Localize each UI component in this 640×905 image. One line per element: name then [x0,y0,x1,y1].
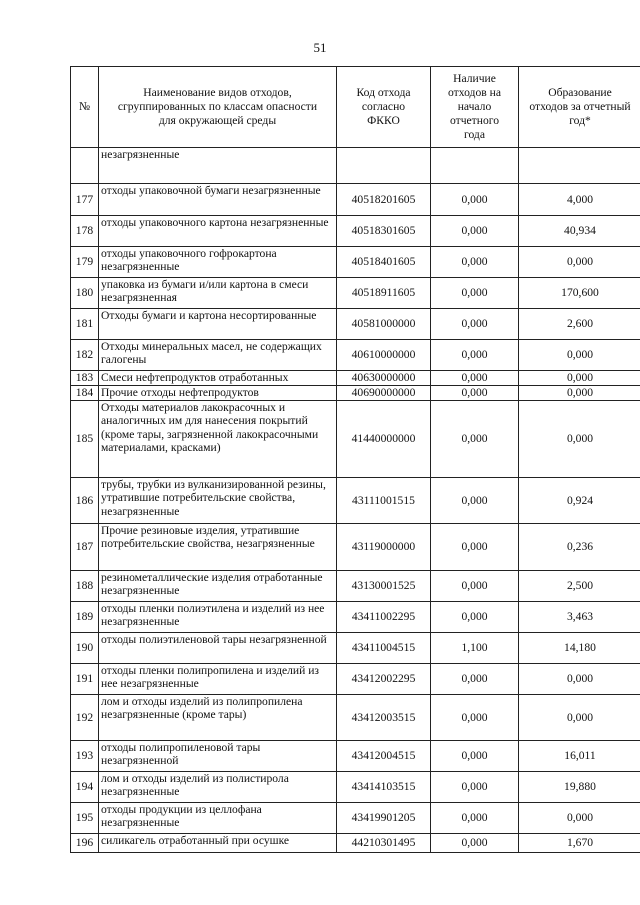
waste-name: незагрязненные [99,148,337,184]
table-row [71,803,640,834]
start-amount: 0,000 [431,340,519,371]
formation-amount [519,148,640,184]
waste-code: 40518301605 [337,216,431,247]
waste-name: Смеси нефтепродуктов отработанных [99,371,337,386]
page-number: 51 [313,40,327,55]
waste-name: отходы полиэтиленовой тары незагрязненной [99,633,337,664]
row-number: 193 [71,741,99,772]
waste-code: 43414103515 [337,772,431,803]
start-amount: 0,000 [431,772,519,803]
table-body [71,148,640,853]
start-amount: 0,000 [431,278,519,309]
waste-code: 43119000000 [337,524,431,571]
table-row [71,148,640,184]
table-row [71,772,640,803]
row-number: 195 [71,803,99,834]
start-amount: 0,000 [431,216,519,247]
waste-code: 43412002295 [337,664,431,695]
waste-code: 43111001515 [337,478,431,524]
row-number: 191 [71,664,99,695]
formation-amount: 3,463 [519,602,640,633]
waste-name: резинометаллические изделия отработанные незагрязненные [99,571,337,602]
waste-code: 40610000000 [337,340,431,371]
row-number: 189 [71,602,99,633]
waste-code: 41440000000 [337,401,431,478]
waste-name: отходы пленки полиэтилена и изделий из нее незагрязненные [99,602,337,633]
row-number: 181 [71,309,99,340]
waste-name: отходы упаковочной бумаги незагрязненные [99,184,337,216]
table-row [71,371,640,386]
table-row [71,386,640,401]
waste-code: 43412004515 [337,741,431,772]
row-number: 187 [71,524,99,571]
table-header-row [71,67,640,148]
formation-amount: 2,500 [519,571,640,602]
header-code: Код отхода согласно ФККО [337,67,431,148]
start-amount: 1,100 [431,633,519,664]
formation-amount: 1,670 [519,834,640,853]
start-amount: 0,000 [431,401,519,478]
table-row [71,216,640,247]
waste-name: Прочие резиновые изделия, утратившие потребительские свойства, незагрязненные [99,524,337,571]
row-number: 183 [71,371,99,386]
formation-amount: 170,600 [519,278,640,309]
header-formation: Образование отходов за отчетный год* [519,67,640,148]
row-number: 186 [71,478,99,524]
waste-name: Прочие отходы нефтепродуктов [99,386,337,401]
header-start: Наличие отходов на начало отчетного года [431,67,519,148]
waste-code [337,148,431,184]
table-row [71,278,640,309]
formation-amount: 0,000 [519,664,640,695]
start-amount: 0,000 [431,386,519,401]
row-number: 190 [71,633,99,664]
formation-amount: 2,600 [519,309,640,340]
start-amount: 0,000 [431,695,519,741]
waste-code: 40518401605 [337,247,431,278]
table-row [71,478,640,524]
waste-name: отходы упаковочного картона незагрязненные [99,216,337,247]
row-number: 185 [71,401,99,478]
start-amount: 0,000 [431,602,519,633]
formation-amount: 0,000 [519,386,640,401]
row-number: 179 [71,247,99,278]
waste-code: 40630000000 [337,371,431,386]
waste-name: трубы, трубки из вулканизированной резины, утратившие потребительские свойства, незагрязненные [99,478,337,524]
waste-code: 43412003515 [337,695,431,741]
formation-amount: 19,880 [519,772,640,803]
row-number: 178 [71,216,99,247]
waste-name: упаковка из бумаги и/или картона в смеси незагрязненная [99,278,337,309]
table-row [71,633,640,664]
waste-code: 43419901205 [337,803,431,834]
header-num: № [71,67,99,148]
start-amount: 0,000 [431,247,519,278]
table-row [71,834,640,853]
waste-name: Отходы материалов лакокрасочных и аналогичных им для нанесения покрытий (кроме тары, загрязненной лакокрасочными материалами, красками) [99,401,337,478]
formation-amount: 16,011 [519,741,640,772]
waste-code: 40518911605 [337,278,431,309]
formation-amount: 0,000 [519,340,640,371]
waste-name: отходы пленки полипропилена и изделий из нее незагрязненные [99,664,337,695]
formation-amount: 40,934 [519,216,640,247]
table-row [71,602,640,633]
table-row [71,401,640,478]
start-amount: 0,000 [431,184,519,216]
row-number [71,148,99,184]
table-row [71,664,640,695]
header-name: Наименование видов отходов, сгруппированных по классам опасности для окружающей среды [99,67,337,148]
start-amount: 0,000 [431,834,519,853]
table-row [71,309,640,340]
row-number: 194 [71,772,99,803]
start-amount: 0,000 [431,664,519,695]
formation-amount: 14,180 [519,633,640,664]
formation-amount: 0,000 [519,371,640,386]
table-row [71,247,640,278]
waste-name: отходы продукции из целлофана незагрязненные [99,803,337,834]
start-amount [431,148,519,184]
row-number: 182 [71,340,99,371]
waste-name: лом и отходы изделий из полипропилена незагрязненные (кроме тары) [99,695,337,741]
start-amount: 0,000 [431,571,519,602]
table-row [71,571,640,602]
start-amount: 0,000 [431,478,519,524]
row-number: 196 [71,834,99,853]
waste-code: 40518201605 [337,184,431,216]
formation-amount: 0,924 [519,478,640,524]
waste-name: Отходы минеральных масел, не содержащих галогены [99,340,337,371]
table-row [71,524,640,571]
table-row [71,184,640,216]
row-number: 188 [71,571,99,602]
table-row [71,741,640,772]
row-number: 177 [71,184,99,216]
start-amount: 0,000 [431,741,519,772]
start-amount: 0,000 [431,524,519,571]
waste-name: отходы полипропиленовой тары незагрязненной [99,741,337,772]
waste-code: 43130001525 [337,571,431,602]
waste-code: 44210301495 [337,834,431,853]
formation-amount: 0,000 [519,695,640,741]
row-number: 192 [71,695,99,741]
start-amount: 0,000 [431,803,519,834]
formation-amount: 4,000 [519,184,640,216]
waste-table [70,66,640,853]
formation-amount: 0,000 [519,803,640,834]
table-row [71,695,640,741]
waste-code: 40581000000 [337,309,431,340]
table-row [71,340,640,371]
waste-code: 43411004515 [337,633,431,664]
waste-name: лом и отходы изделий из полистирола незагрязненные [99,772,337,803]
waste-name: силикагель отработанный при осушке [99,834,337,853]
waste-name: Отходы бумаги и картона несортированные [99,309,337,340]
formation-amount: 0,000 [519,247,640,278]
formation-amount: 0,236 [519,524,640,571]
waste-name: отходы упаковочного гофрокартона незагрязненные [99,247,337,278]
waste-code: 40690000000 [337,386,431,401]
row-number: 180 [71,278,99,309]
waste-code: 43411002295 [337,602,431,633]
row-number: 184 [71,386,99,401]
formation-amount: 0,000 [519,401,640,478]
start-amount: 0,000 [431,371,519,386]
start-amount: 0,000 [431,309,519,340]
